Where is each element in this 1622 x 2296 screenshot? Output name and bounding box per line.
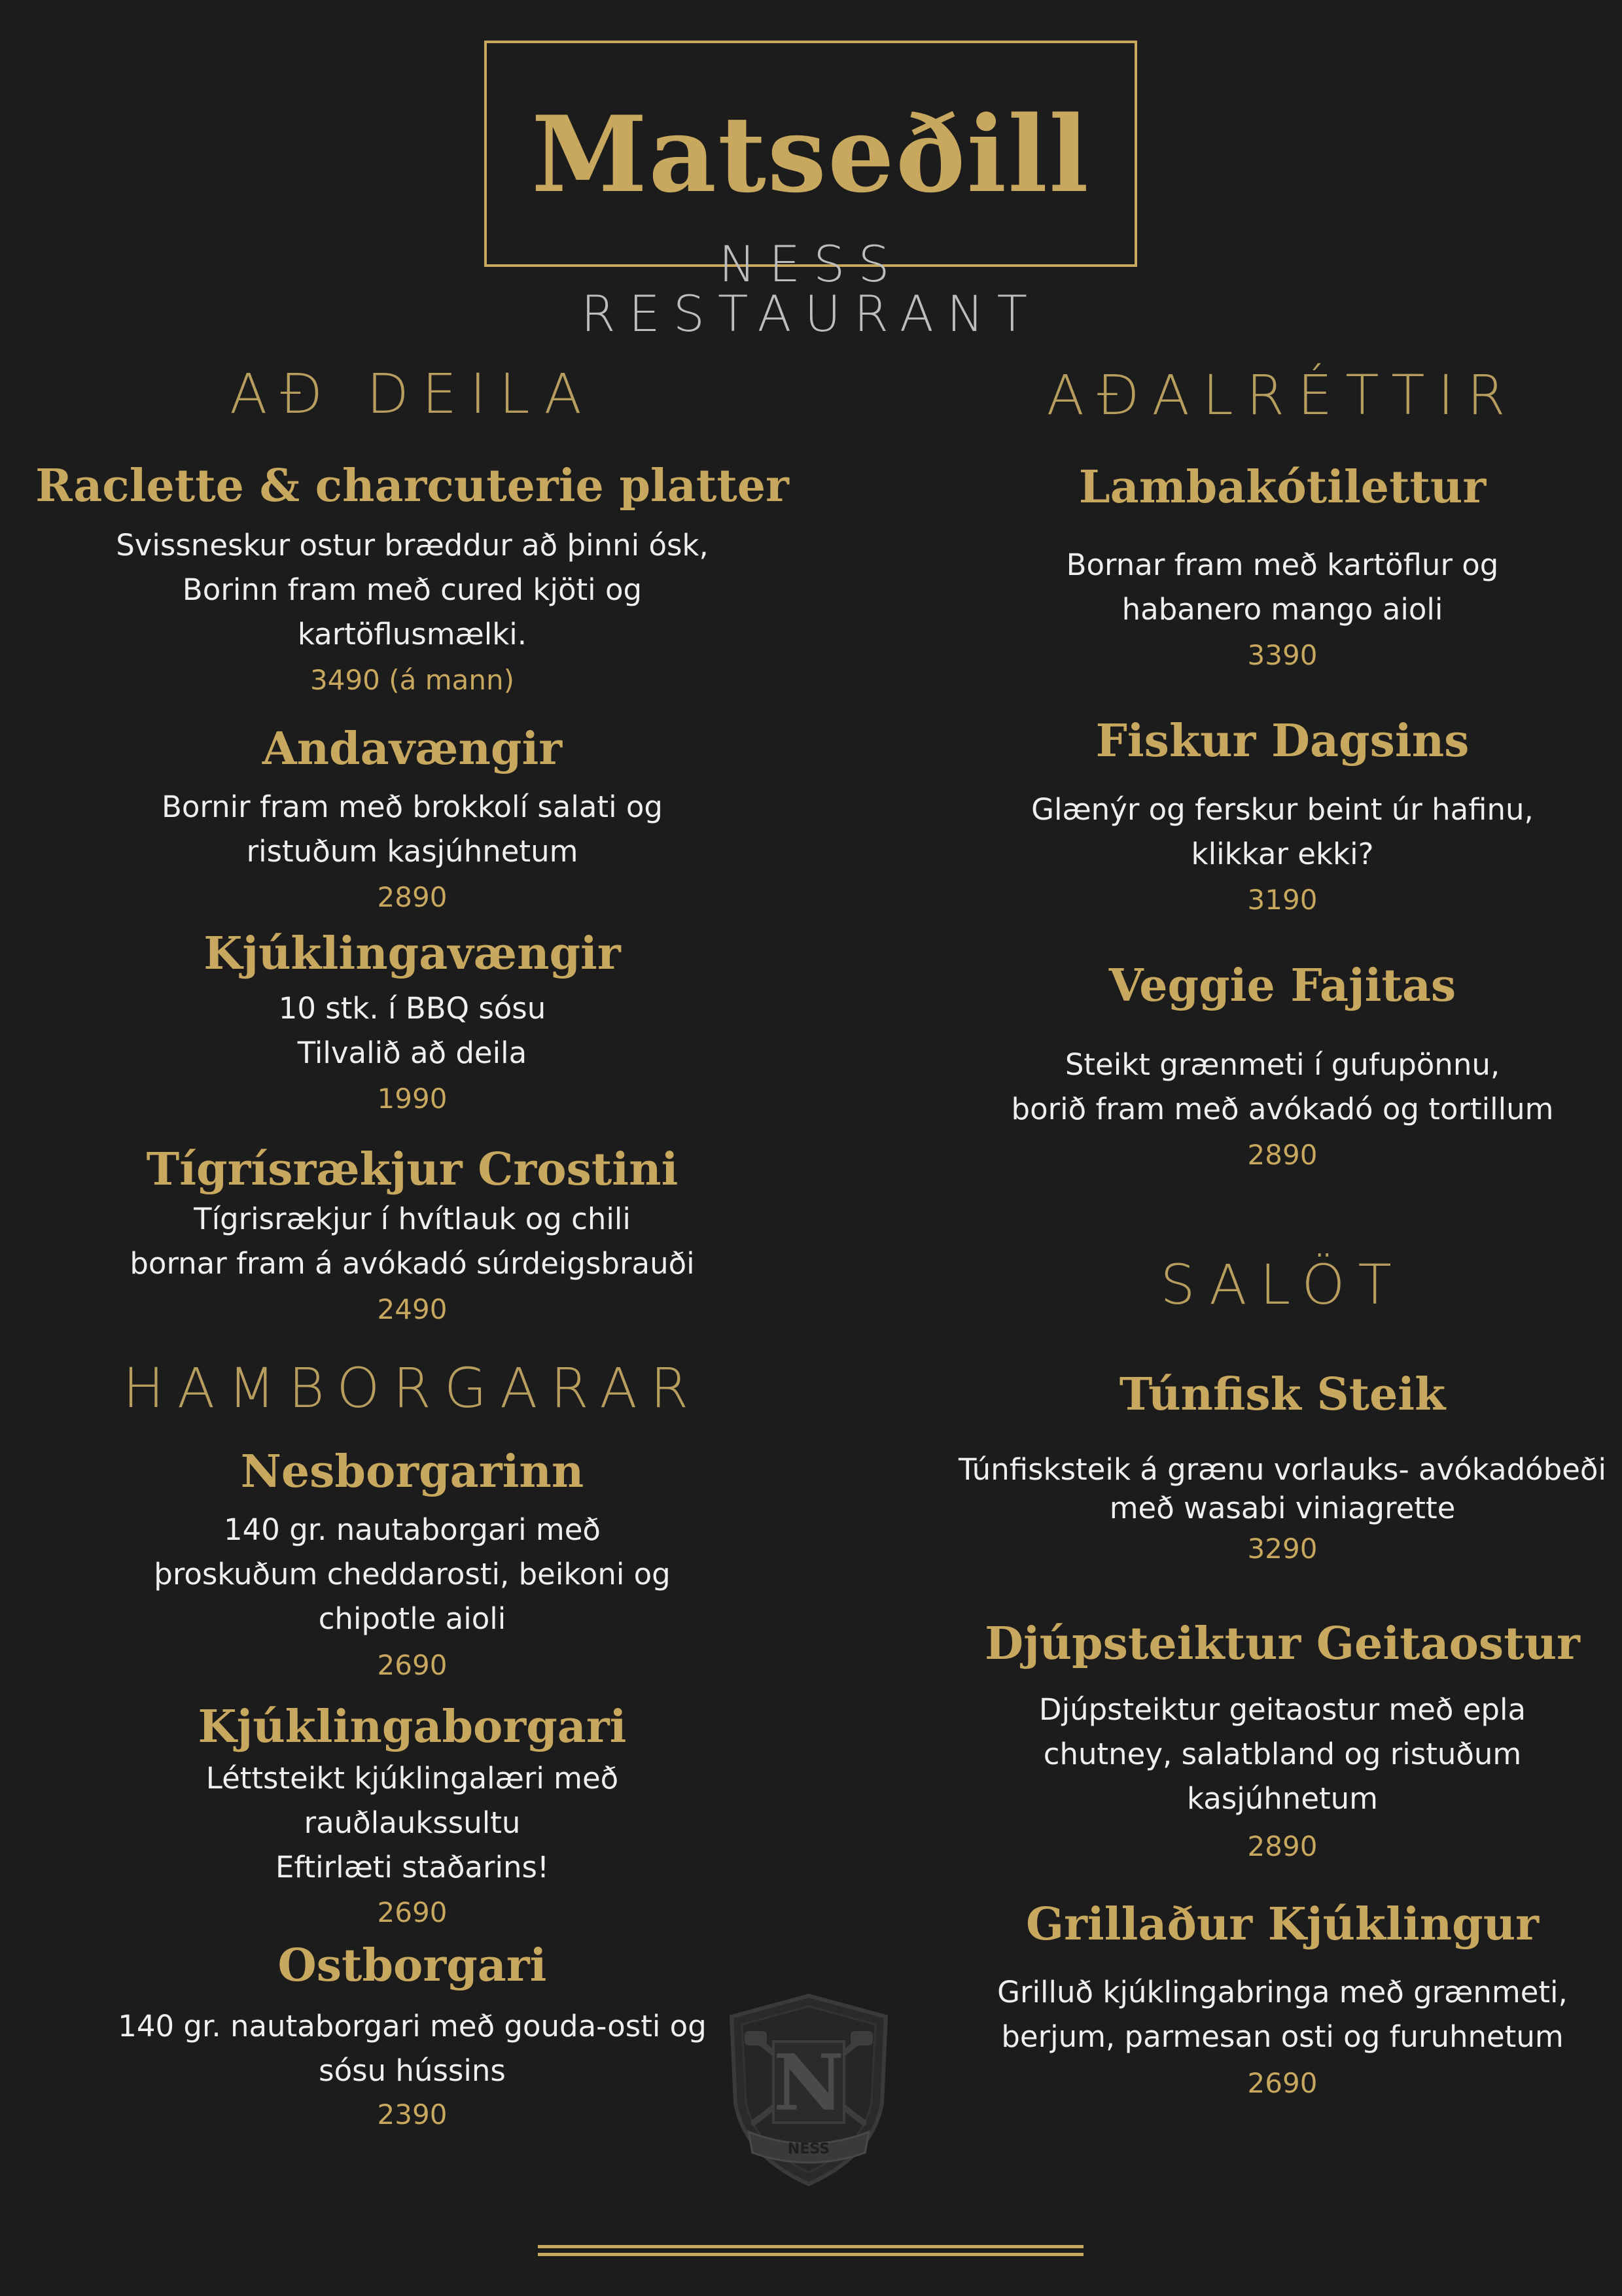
item-description-line: Tilvalið að deila — [297, 1035, 527, 1070]
item-price: 2490 — [377, 1293, 448, 1325]
item-description-line: kartöflusmælki. — [297, 617, 527, 652]
item-price: 2890 — [1247, 1830, 1318, 1862]
title-box — [484, 41, 1137, 343]
item-price: 2690 — [377, 1649, 448, 1681]
item-description-line: Svissneskur ostur bræddur að þinni ósk, — [116, 528, 709, 563]
item-price: 3290 — [1247, 1533, 1318, 1565]
item-description-line: sósu hússins — [319, 2053, 506, 2088]
ness-crest-icon — [725, 1992, 892, 2188]
item-name: Kjúklingaborgari — [198, 1701, 627, 1753]
item-name: Veggie Fajitas — [1108, 960, 1456, 1012]
item-name: Lambakótilettur — [1078, 461, 1487, 513]
item-description-line: Bornir fram með brokkolí salati og — [162, 790, 663, 824]
item-description-line: Steikt grænmeti í gufupönnu, — [1065, 1047, 1500, 1082]
footer-divider-line — [538, 2253, 1084, 2256]
item-name: Grillaður Kjúklingur — [1026, 1898, 1539, 1951]
item-description-line: 140 gr. nautaborgari með — [224, 1512, 601, 1547]
item-description-line: Léttsteikt kjúklingalæri með — [205, 1761, 619, 1796]
item-name: Tígrísrækjur Crostini — [146, 1143, 679, 1196]
crest-banner-text: NESS — [787, 2141, 830, 2157]
item-price: 3190 — [1247, 884, 1318, 916]
item-description-line: borið fram með avókadó og tortillum — [1011, 1092, 1554, 1126]
item-description-line: kasjúhnetum — [1186, 1781, 1379, 1816]
item-description-line: chipotle aioli — [318, 1601, 506, 1636]
item-description-line: 10 stk. í BBQ sósu — [278, 991, 546, 1026]
item-description-line: Djúpsteiktur geitaostur með epla — [1038, 1692, 1526, 1727]
item-name: Túnfisk Steik — [1119, 1368, 1446, 1421]
item-description-line: berjum, parmesan osti og furuhnetum — [1001, 2019, 1564, 2054]
crest-letter: N — [773, 2037, 844, 2128]
item-description-line: ristuðum kasjúhnetum — [246, 834, 578, 869]
item-description-line: klikkar ekki? — [1191, 837, 1374, 871]
item-price: 1990 — [377, 1083, 448, 1115]
item-description-line: Tígrisrækjur í hvítlauk og chili — [194, 1202, 631, 1236]
item-price: 3390 — [1247, 639, 1318, 671]
item-price: 2890 — [1247, 1139, 1318, 1171]
item-description-line: með wasabi viniagrette — [1109, 1491, 1456, 1525]
section-heading-salot: SALÖT — [1160, 1253, 1405, 1317]
restaurant-name: NESS RESTAURANT — [580, 235, 1041, 343]
item-description-line: Eftirlæti staðarins! — [275, 1850, 550, 1885]
section-heading-adalrettir: AÐALRÉTTIR — [1046, 363, 1519, 427]
item-description-line: Borinn fram með cured kjöti og — [182, 572, 643, 607]
item-name: Raclette & charcuterie platter — [35, 460, 789, 512]
item-description-line: 140 gr. nautaborgari með gouda-osti og — [118, 2009, 707, 2044]
section-heading-hamborgarar: HAMBORGARAR — [122, 1356, 702, 1420]
item-description-line: chutney, salatbland og ristuðum — [1043, 1737, 1522, 1771]
item-price: 2690 — [377, 1896, 448, 1928]
item-price: 2390 — [377, 2098, 448, 2131]
item-description-line: rauðlaukssultu — [304, 1805, 521, 1840]
item-name: Kjúklingavængir — [203, 928, 621, 980]
footer-divider-line — [538, 2245, 1084, 2248]
item-price: 3490 (á mann) — [310, 664, 514, 696]
item-description-line: Bornar fram með kartöflur og — [1066, 548, 1499, 582]
menu-title: Matseðill — [531, 93, 1090, 216]
item-name: Ostborgari — [277, 1939, 547, 1992]
item-description-line: Glænýr og ferskur beint úr hafinu, — [1031, 792, 1534, 827]
item-name: Nesborgarinn — [240, 1446, 584, 1498]
item-price: 2690 — [1247, 2067, 1318, 2099]
item-description-line: þroskuðum cheddarosti, beikoni og — [154, 1557, 671, 1592]
item-description-line: Grilluð kjúklingabringa með grænmeti, — [997, 1975, 1568, 2009]
item-name: Andavængir — [262, 723, 563, 775]
item-description-line: Túnfisksteik á grænu vorlauks- avókadóbeði — [959, 1452, 1606, 1487]
section-heading-ad-deila: AÐ DEILA — [230, 362, 595, 426]
item-price: 2890 — [377, 881, 448, 913]
item-description-line: habanero mango aioli — [1121, 592, 1443, 627]
item-description-line: bornar fram á avókadó súrdeigsbrauði — [130, 1246, 695, 1281]
item-name: Djúpsteiktur Geitaostur — [985, 1618, 1580, 1670]
item-name: Fiskur Dagsins — [1095, 715, 1470, 767]
